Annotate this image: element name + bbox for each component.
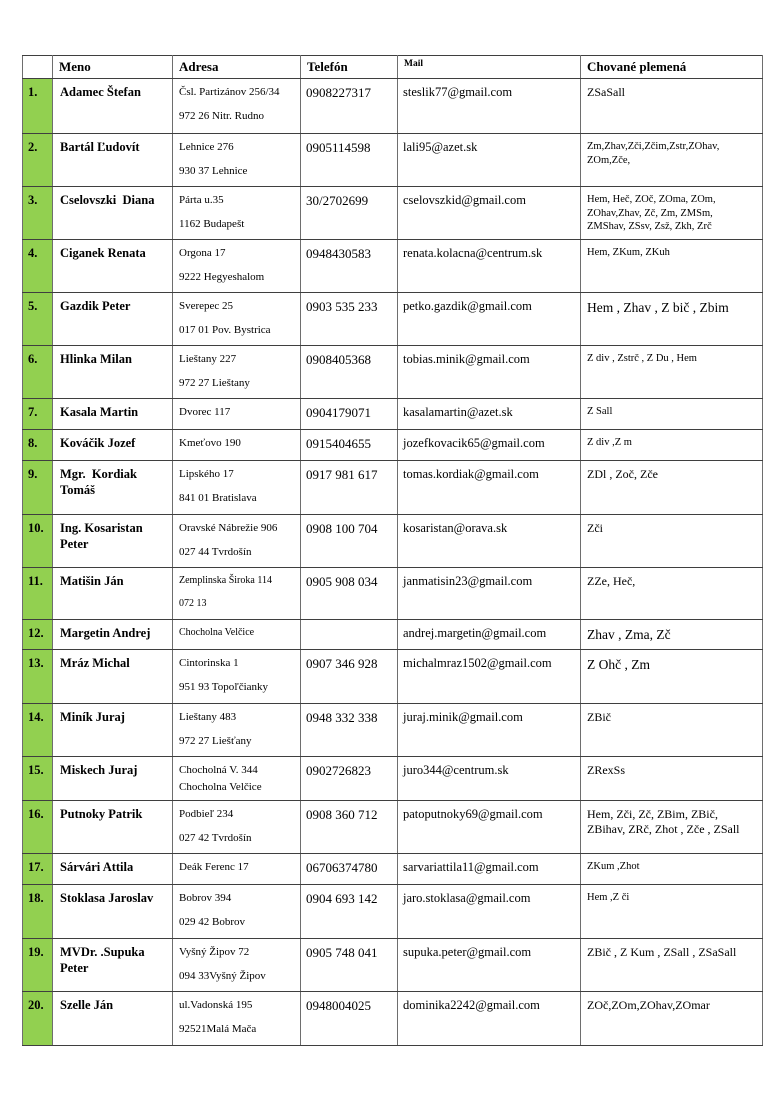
phone-cell <box>301 620 398 650</box>
mail-cell: jaro.stoklasa@gmail.com <box>398 884 581 938</box>
address-cell <box>173 187 301 240</box>
table-row <box>23 134 763 187</box>
table-header <box>23 56 763 79</box>
address-cell <box>173 938 301 991</box>
row-number-cell: 8. <box>23 430 53 461</box>
name-cell: Ing. Kosaristan Peter <box>53 515 173 568</box>
address-line: 972 27 Lieštany <box>179 376 250 389</box>
phone-cell: 0948 332 338 <box>301 704 398 757</box>
name-cell: Sárvári Attila <box>53 853 173 884</box>
row-number-cell: 9. <box>23 461 53 515</box>
breeds-cell <box>581 991 763 1045</box>
table-row <box>23 461 763 515</box>
breeds-cell <box>581 240 763 293</box>
mail-cell: renata.kolacna@centrum.sk <box>398 240 581 293</box>
row-number-cell: 6. <box>23 346 53 399</box>
phone-cell: 0905 908 034 <box>301 568 398 620</box>
table-row <box>23 620 763 650</box>
phone-cell: 0904 693 142 <box>301 884 398 938</box>
address-line: Lieštany 483 <box>179 711 237 723</box>
address-line: Lipského 17 <box>179 468 234 480</box>
phone-cell: 0948430583 <box>301 240 398 293</box>
address-line: Lieštany 227 <box>179 353 237 365</box>
breeds-cell <box>581 79 763 134</box>
name-cell: Mráz Michal <box>53 650 173 704</box>
mail-cell: tobias.minik@gmail.com <box>398 346 581 399</box>
address-line: Chocholná V. 344 <box>179 764 258 776</box>
address-line: Oravské Nábrežie 906 <box>179 522 278 534</box>
breeds-line: Hem , Zhav , Z bič , Zbim <box>587 300 729 315</box>
phone-cell: 0908227317 <box>301 79 398 134</box>
table-row <box>23 346 763 399</box>
name-cell: Cselovszki Diana <box>53 187 173 240</box>
address-cell <box>173 568 301 620</box>
address-cell <box>173 704 301 757</box>
breeds-line: Zm,Zhav,Zči,Zčim,Zstr,ZOhav, <box>587 141 720 152</box>
table-row <box>23 240 763 293</box>
address-cell <box>173 991 301 1045</box>
table-row <box>23 884 763 938</box>
row-number-cell: 20. <box>23 991 53 1045</box>
breeds-line: Z Ohč , Zm <box>587 657 650 672</box>
address-line: 029 42 Bobrov <box>179 915 245 928</box>
phone-cell: 0903 535 233 <box>301 293 398 346</box>
name-cell: Kováčik Jozef <box>53 430 173 461</box>
address-line: 027 44 Tvrdošín <box>179 545 252 558</box>
breeds-line: Zhav , Zma, Zč <box>587 627 671 642</box>
breeds-line: ZOm,Zče, <box>587 154 631 166</box>
address-cell <box>173 346 301 399</box>
phone-cell: 0905 748 041 <box>301 938 398 991</box>
address-line: Čsl. Partizánov 256/34 <box>179 86 280 98</box>
phone-cell: 0902726823 <box>301 757 398 801</box>
breeds-cell <box>581 187 763 240</box>
name-cell: Kasala Martin <box>53 399 173 430</box>
table-row <box>23 938 763 991</box>
table-row <box>23 800 763 853</box>
table-row <box>23 650 763 704</box>
table-row <box>23 757 763 801</box>
address-line: 1162 Budapešt <box>179 217 245 230</box>
row-number-cell: 10. <box>23 515 53 568</box>
breeds-line: ZDl , Zoč, Zče <box>587 467 658 481</box>
phone-cell: 0915404655 <box>301 430 398 461</box>
phone-cell: 0904179071 <box>301 399 398 430</box>
mail-cell: juraj.minik@gmail.com <box>398 704 581 757</box>
address-cell <box>173 461 301 515</box>
breeds-line: Hem ,Z či <box>587 891 630 903</box>
phone-cell: 0948004025 <box>301 991 398 1045</box>
mail-cell: andrej.margetin@gmail.com <box>398 620 581 650</box>
col-header-index <box>23 56 53 79</box>
address-line: Kmeťovo 190 <box>179 437 241 449</box>
row-number-cell: 2. <box>23 134 53 187</box>
address-line: Chocholna Velčice <box>179 780 262 793</box>
breeds-line: Zči <box>587 521 603 535</box>
address-cell <box>173 757 301 801</box>
mail-cell: sarvariattila11@gmail.com <box>398 853 581 884</box>
name-cell: Margetin Andrej <box>53 620 173 650</box>
breeds-line: Hem, Zči, Zč, ZBim, ZBič, <box>587 806 718 821</box>
address-line: 841 01 Bratislava <box>179 491 257 504</box>
address-cell <box>173 515 301 568</box>
breeds-cell <box>581 293 763 346</box>
name-cell: Ciganek Renata <box>53 240 173 293</box>
breeds-line: ZOhav,Zhav, Zč, Zm, ZMSm, <box>587 207 713 219</box>
name-cell: Szelle Ján <box>53 991 173 1045</box>
address-line: 017 01 Pov. Bystrica <box>179 323 271 336</box>
mail-cell: petko.gazdik@gmail.com <box>398 293 581 346</box>
breeds-line: ZRexSs <box>587 763 626 777</box>
mail-cell: patoputnoky69@gmail.com <box>398 800 581 853</box>
address-cell <box>173 853 301 884</box>
address-line: Zemplinska Široka 114 <box>179 575 272 586</box>
mail-cell: cselovszkid@gmail.com <box>398 187 581 240</box>
address-line: Chocholna Velčice <box>179 627 255 638</box>
breeds-cell <box>581 430 763 461</box>
breeds-cell <box>581 346 763 399</box>
address-line: 92521Malá Mača <box>179 1022 257 1035</box>
row-number-cell: 17. <box>23 853 53 884</box>
name-cell: Mgr. Kordiak Tomáš <box>53 461 173 515</box>
phone-cell: 30/2702699 <box>301 187 398 240</box>
row-number-cell: 3. <box>23 187 53 240</box>
address-cell <box>173 650 301 704</box>
address-cell <box>173 134 301 187</box>
table-row <box>23 187 763 240</box>
phone-cell: 0908405368 <box>301 346 398 399</box>
col-header-breeds: Chované plemená <box>581 56 763 79</box>
name-cell: Adamec Štefan <box>53 79 173 134</box>
col-header-address: Adresa <box>173 56 301 79</box>
row-number-cell: 15. <box>23 757 53 801</box>
row-number-cell: 18. <box>23 884 53 938</box>
breeds-cell <box>581 884 763 938</box>
breeds-cell <box>581 399 763 430</box>
breeds-cell <box>581 704 763 757</box>
breeds-line: ZBihav, ZRč, Zhot , Zče , ZSall <box>587 822 740 837</box>
mail-cell: michalmraz1502@gmail.com <box>398 650 581 704</box>
breeds-cell <box>581 134 763 187</box>
header-row <box>23 56 763 79</box>
mail-cell: jozefkovacik65@gmail.com <box>398 430 581 461</box>
address-cell <box>173 800 301 853</box>
name-cell: Gazdik Peter <box>53 293 173 346</box>
table-row <box>23 430 763 461</box>
address-line: 972 27 Liešťany <box>179 734 252 747</box>
phone-cell: 0907 346 928 <box>301 650 398 704</box>
row-number-cell: 19. <box>23 938 53 991</box>
mail-cell: juro344@centrum.sk <box>398 757 581 801</box>
col-header-name: Meno <box>53 56 173 79</box>
breeds-line: ZBič , Z Kum , ZSall , ZSaSall <box>587 944 737 959</box>
address-cell <box>173 293 301 346</box>
breeds-cell <box>581 515 763 568</box>
address-line: Podbieľ 234 <box>179 807 234 820</box>
phone-cell: 06706374780 <box>301 853 398 884</box>
address-line: Cintorinska 1 <box>179 657 239 669</box>
table-body <box>23 79 763 1046</box>
breeds-line: ZOč,ZOm,ZOhav,ZOmar <box>587 997 710 1012</box>
address-line: 951 93 Topoľčianky <box>179 680 269 693</box>
address-line: 094 33Vyšný Žipov <box>179 969 266 982</box>
row-number-cell: 4. <box>23 240 53 293</box>
name-cell: Matišin Ján <box>53 568 173 620</box>
address-cell <box>173 399 301 430</box>
breeds-cell <box>581 938 763 991</box>
row-number-cell: 12. <box>23 620 53 650</box>
address-cell <box>173 240 301 293</box>
name-cell: Bartál Ľudovít <box>53 134 173 187</box>
address-line: Bobrov 394 <box>179 891 232 904</box>
address-line: 027 42 Tvrdošín <box>179 831 252 844</box>
address-cell <box>173 79 301 134</box>
address-line: 072 13 <box>179 597 207 609</box>
breeds-cell <box>581 800 763 853</box>
address-line: Párta u.35 <box>179 194 224 206</box>
name-cell: Miník Juraj <box>53 704 173 757</box>
breeds-line: Hem, ZKum, ZKuh <box>587 247 670 258</box>
breeds-line: ZBič <box>587 710 611 724</box>
row-number-cell: 14. <box>23 704 53 757</box>
address-cell <box>173 620 301 650</box>
address-line: Deák Ferenc 17 <box>179 860 249 873</box>
row-number-cell: 5. <box>23 293 53 346</box>
address-line: 9222 Hegyeshalom <box>179 270 265 283</box>
phone-cell: 0908 100 704 <box>301 515 398 568</box>
table-row <box>23 293 763 346</box>
name-cell: Hlinka Milan <box>53 346 173 399</box>
name-cell: Putnoky Patrik <box>53 800 173 853</box>
phone-cell: 0905114598 <box>301 134 398 187</box>
breeds-line: Z div , Zstrč , Z Du , Hem <box>587 353 697 364</box>
phone-cell: 0908 360 712 <box>301 800 398 853</box>
name-cell: Stoklasa Jaroslav <box>53 884 173 938</box>
mail-cell: tomas.kordiak@gmail.com <box>398 461 581 515</box>
breeds-line: Hem, Heč, ZOč, ZOma, ZOm, <box>587 194 716 205</box>
row-number-cell: 11. <box>23 568 53 620</box>
table-row <box>23 568 763 620</box>
breeds-line: ZZe, Heč, <box>587 574 636 588</box>
breeds-cell <box>581 620 763 650</box>
address-line: Vyšný Žipov 72 <box>179 945 250 958</box>
phone-cell: 0917 981 617 <box>301 461 398 515</box>
mail-cell: dominika2242@gmail.com <box>398 991 581 1045</box>
mail-cell: janmatisin23@gmail.com <box>398 568 581 620</box>
mail-cell: kasalamartin@azet.sk <box>398 399 581 430</box>
breeds-line: ZMShav, ZSsv, Zsž, Zkh, Zrč <box>587 221 712 233</box>
col-header-phone: Telefón <box>301 56 398 79</box>
breeds-cell <box>581 650 763 704</box>
name-cell: MVDr. .Supuka Peter <box>53 938 173 991</box>
address-line: 930 37 Lehnice <box>179 164 248 177</box>
address-line: Dvorec 117 <box>179 406 231 418</box>
mail-cell: kosaristan@orava.sk <box>398 515 581 568</box>
table-row <box>23 399 763 430</box>
table-row <box>23 515 763 568</box>
name-cell: Miskech Juraj <box>53 757 173 801</box>
mail-cell: lali95@azet.sk <box>398 134 581 187</box>
breeds-line: ZKum ,Zhot <box>587 860 640 872</box>
address-line: ul.Vadonská 195 <box>179 998 253 1011</box>
breeds-cell <box>581 853 763 884</box>
breeds-cell <box>581 757 763 801</box>
breeder-contacts-table <box>22 55 763 1046</box>
row-number-cell: 1. <box>23 79 53 134</box>
address-line: 972 26 Nitr. Rudno <box>179 109 264 122</box>
mail-cell: supuka.peter@gmail.com <box>398 938 581 991</box>
row-number-cell: 7. <box>23 399 53 430</box>
breeds-line: Z Sall <box>587 406 613 417</box>
table-row <box>23 79 763 134</box>
table-row <box>23 704 763 757</box>
table-row <box>23 991 763 1045</box>
row-number-cell: 13. <box>23 650 53 704</box>
breeds-line: ZSaSall <box>587 85 625 99</box>
row-number-cell: 16. <box>23 800 53 853</box>
address-line: Lehnice 276 <box>179 141 234 153</box>
address-line: Orgona 17 <box>179 247 226 259</box>
breeds-cell <box>581 568 763 620</box>
address-cell <box>173 884 301 938</box>
table-row <box>23 853 763 884</box>
breeds-cell <box>581 461 763 515</box>
address-line: Sverepec 25 <box>179 300 234 312</box>
breeds-line: Z div ,Z m <box>587 437 632 448</box>
mail-cell: steslik77@gmail.com <box>398 79 581 134</box>
col-header-mail: Mail <box>398 56 581 79</box>
address-cell <box>173 430 301 461</box>
